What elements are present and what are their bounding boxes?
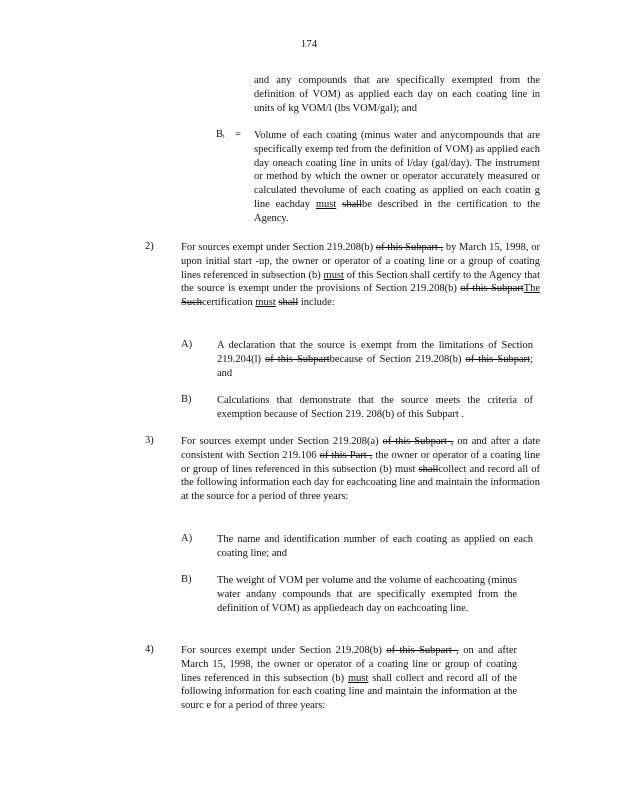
item-4-struck-1: of this Subpart , [386,645,459,656]
b-definition-text [254,129,540,226]
item-3-text-part4: collect and record all of the following information each day for eachcoating line and maintain the information at the source for a period of three years: [181,463,541,503]
item-2a-text-part3: ; and [217,353,533,379]
item-2-number: 2) [145,241,154,252]
item-4-text-part1: For sources exempt under Section 219.208(b) [181,645,382,656]
item-3-text [181,435,540,504]
item-2-inserted-must: must [323,269,344,281]
item-2a-letter: A) [181,339,193,350]
intro-continuation-text: and any compounds that are specifically exempted from the definition of VOM) as applied each day on each coating line in units of kg VOM/l (lbs VOM/gal); and [254,75,540,114]
item-3-struck-2: of this Part , [319,449,373,461]
item-3-text-part3: the owner or operator of a coating line or group of lines referenced in this subsection (b) [181,449,540,475]
item-3-struck-shall: shall [418,463,439,475]
item-3-text-part1: For sources exempt under Section 219.208(a) [181,436,379,447]
item-2a-struck-2: of this Subpart [465,353,531,365]
page-number: 174 [300,38,318,50]
item-2-text-part2: by March 15, 1998, or upon initial start -up, the owner or operator of a coating line or a group of coating lines referenced in subsection (b) [181,242,540,281]
item-4-shall: shall [372,672,393,684]
struck-shall: shall [342,198,362,210]
item-2-inserted-the: The [523,283,540,295]
item-4-text-part3: collect and record all of the following information for each coating line and maintain the information at the sourc e for a period of three years: [181,672,518,712]
item-4-text [181,644,517,713]
item-2-text-part1: For sources exempt under Section 219.208(b) [181,242,374,253]
item-2b-letter: B) [181,394,192,405]
item-3a-letter: A) [181,533,193,544]
item-3b-text: The weight of VOM per volume and the volume of eachcoating (minus water andany compounds that are specifically exempted from the definition of VOM) as appliedeach day on eachcoating line. [217,575,517,614]
item-2-struck-1: of this Subpart , [375,242,444,253]
item-2-text-part3: of this Section shall certify to the Agency that the source is exempt under the provisions of Section 219.208(b) [181,269,540,295]
item-2b-text: Calculations that demonstrate that the source meets the criteria of exemption because of Section 219. 208(b) of this Subpart . [217,395,533,420]
b-symbol [216,129,225,140]
b-symbol-subscript: i [223,134,225,140]
item-3-text-part2: on and after a date consistent with Section 219.106 [181,436,541,461]
item-3b-letter: B) [181,574,192,585]
intro-continuation [254,74,540,115]
item-2-struck-such: Such [181,297,202,309]
item-2a-text-part2: because of Section 219.208(b) [329,353,462,365]
item-4-text-part2: on and after March 15, 1998, the owner or operator of a coating line or group of coating lines referenced in this subsection (b) [181,645,517,684]
item-2-struck-2: of this Subpart [460,283,524,295]
b-equals: = [235,129,241,140]
item-2a-text [217,339,533,380]
inserted-must: must [315,198,337,210]
item-3-number: 3) [145,435,154,446]
item-3a-text: The name and identification number of each coating as applied on each coating line; and [217,534,533,559]
item-2-text-part5: include: [300,297,335,309]
item-2a-text-part1: A declaration that the source is exempt from the limitations of Section 219.204(l) [217,340,533,365]
b-definition-part1: Volume of each coating (minus water and anycompounds that are specifically exemp ted from the definition of VOM) as applied each day oneach coating line in units of l/day (gal/day). The instrument or method by which the owner or operator accurately measured or calculated thevolume of each coating as applied on each coatin g line eachday [254,130,540,210]
item-2-text [181,241,540,310]
item-2-text-part4: certification [202,297,253,309]
item-4-number: 4) [145,644,154,655]
item-4-inserted-must: must [347,672,369,684]
b-definition-part2: be described in the certification to the Agency. [254,198,540,224]
item-2-struck-shall: shall [278,297,299,309]
item-3-must: must [395,463,416,475]
b-symbol-letter: B [216,129,224,140]
item-2a-struck-1: of this Subpart [265,353,330,365]
item-2-inserted-must-2: must [255,297,276,309]
item-3-struck-1: of this Subpart , [382,436,454,447]
